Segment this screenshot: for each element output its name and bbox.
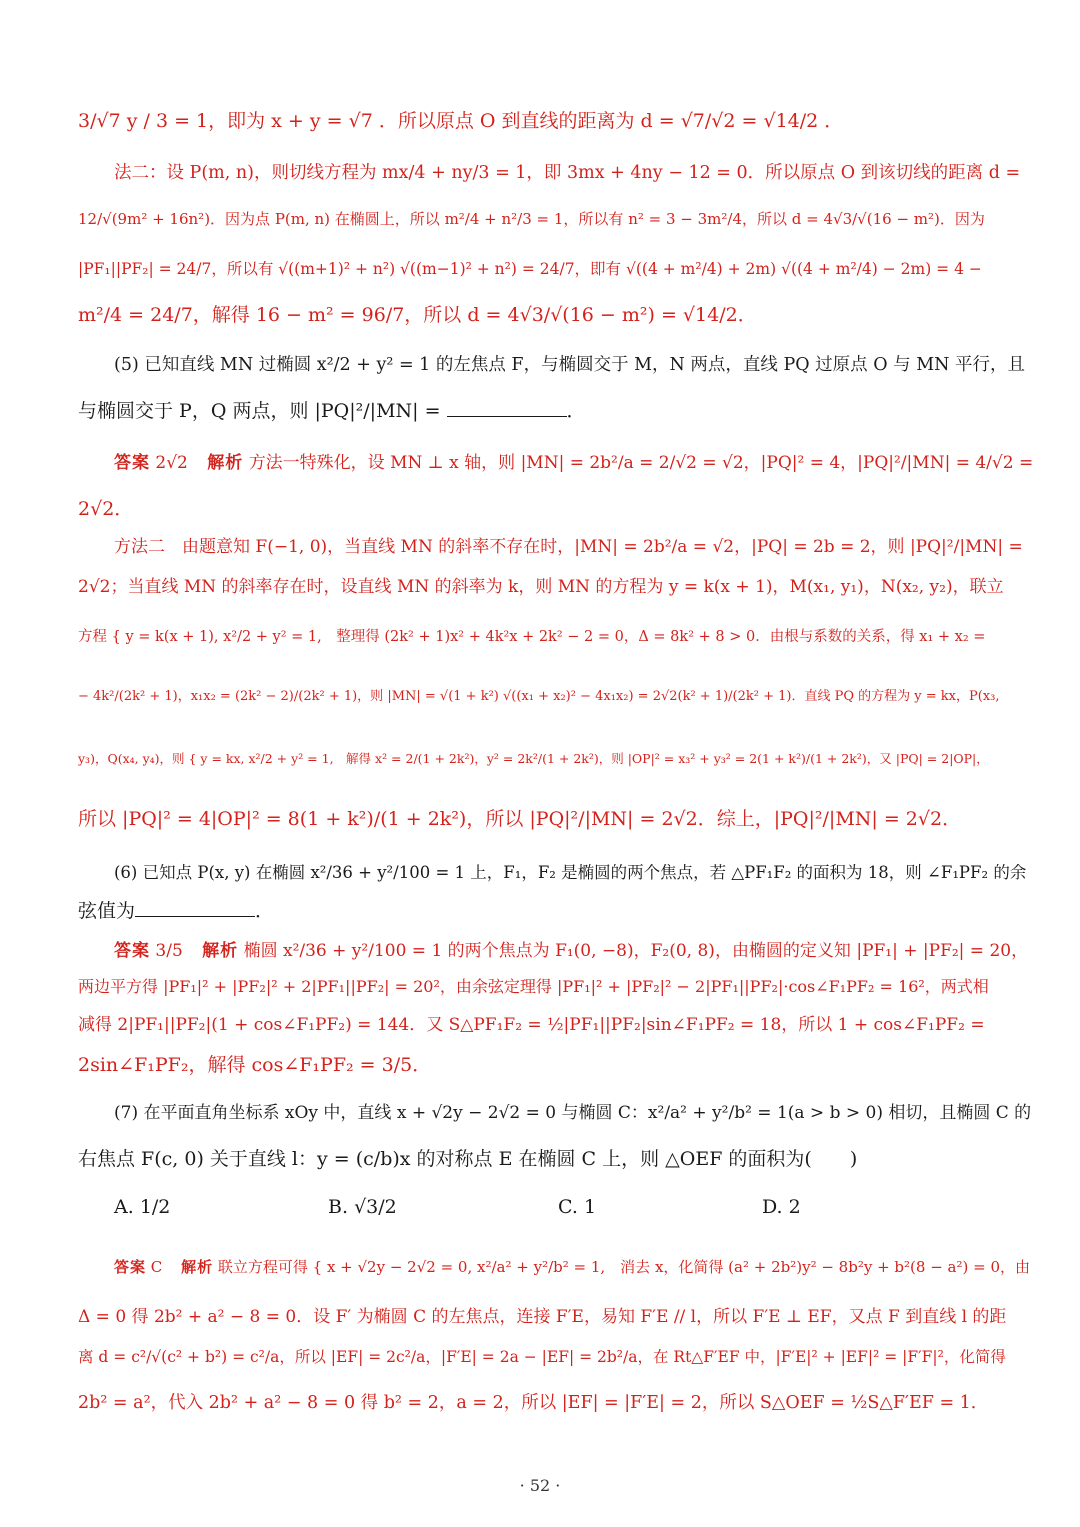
problem-6-line: 弦值为 ． bbox=[78, 896, 1006, 926]
text-line: 两边平方得 |PF₁|² + |PF₂|² + 2|PF₁||PF₂| = 20²，由余弦定理得 |PF₁|² + |PF₂|² − 2|PF₁||PF₂|·cos∠F₁PF₂ = 16²，两式相 bbox=[78, 977, 989, 996]
choice-value: 1/2 bbox=[139, 1196, 171, 1218]
answer-line bbox=[78, 448, 1042, 478]
answer-blank bbox=[135, 896, 255, 917]
text-line: 2b² = a²，代入 2b² + a² − 8 = 0 得 b² = 2，a = 2，所以 |EF| = |F′E| = 2，所以 S△OEF = ½S△F′EF = 1． bbox=[78, 1393, 989, 1413]
choice-letter: A. bbox=[114, 1196, 134, 1218]
text-line: 2sin∠F₁PF₂，解得 cos∠F₁PF₂ = 3/5． bbox=[78, 1054, 432, 1076]
problem-6-line: (6) 已知点 P(x, y) 在椭圆 x²/36 + y²/100 = 1 上，F₁，F₂ 是椭圆的两个焦点，若 △PF₁F₂ 的面积为 18，则 ∠F₁PF₂ 的余 bbox=[114, 863, 1027, 882]
answer-line bbox=[78, 936, 1042, 966]
text-line: 离 d = c²/√(c² + b²) = c²/a，所以 |EF| = 2c²/a，|F′E| = 2a − |EF| = 2b²/a，在 Rt△F′EF 中，|F′E|² + |EF|² = |F′F|²，化简得 bbox=[78, 1348, 1006, 1366]
text-line: 2√2；当直线 MN 的斜率存在时，设直线 MN 的斜率为 k，则 MN 的方程为 y = k(x + 1)，M(x₁, y₁)，N(x₂, y₂)，联立 bbox=[78, 577, 1004, 597]
answer-label: 答案 bbox=[114, 941, 150, 961]
analysis-label: 解析 bbox=[207, 453, 244, 473]
choice-letter: B. bbox=[328, 1196, 349, 1218]
text-line: 方程 { y = k(x + 1), x²/2 + y² = 1, 整理得 (2k² + 1)x² + 4k²x + 2k² − 2 = 0，Δ = 8k² + 8 > 0．由根与系数的关系，得 x₁ + x₂ = bbox=[78, 629, 986, 645]
text-line: y₃)，Q(x₄, y₄)，则 { y = kx, x²/2 + y² = 1, 解得 x² = 2/(1 + 2k²)，y² = 2k²/(1 + 2k²)，则 |OP|² = x₃² + y₃² = 2(1 + k²)/(1 + 2k²)，又 |PQ| = 2|OP|， bbox=[78, 751, 989, 766]
text-line: 所以 |PQ|² = 4|OP|² = 8(1 + k²)/(1 + 2k²)，所以 |PQ|²/|MN| = 2√2．综上，|PQ|²/|MN| = 2√2． bbox=[78, 808, 962, 830]
choice-value: √3/2 bbox=[354, 1196, 397, 1218]
answer-value: 3/5 bbox=[155, 941, 183, 961]
text-line: − 4k²/(2k² + 1)，x₁x₂ = (2k² − 2)/(2k² + 1)，则 |MN| = √(1 + k²) √((x₁ + x₂)² − 4x₁x₂) = 2√2(k² + 1)/(2k² + 1)．直线 PQ 的方程为 y = kx，P(x₃, bbox=[78, 689, 1000, 704]
choice-letter: C. bbox=[558, 1196, 578, 1218]
choice-c bbox=[558, 1192, 596, 1222]
analysis-label: 解析 bbox=[181, 1258, 214, 1276]
text-line: 方法二 由题意知 F(−1, 0)，当直线 MN 的斜率不存在时，|MN| = 2b²/a = √2，|PQ| = 2b = 2，则 |PQ|²/|MN| = bbox=[114, 537, 1023, 557]
answer-label: 答案 bbox=[114, 453, 150, 473]
problem-7-line: 右焦点 F(c, 0) 关于直线 l：y = (c/b)x 的对称点 E 在椭圆 C 上，则 △OEF 的面积为( ) bbox=[78, 1148, 858, 1170]
text-line: Δ = 0 得 2b² + a² − 8 = 0．设 F′ 为椭圆 C 的左焦点，连接 F′E，易知 F′E // l，所以 F′E ⊥ EF，又点 F 到直线 l 的距 bbox=[78, 1307, 1007, 1327]
choice-a bbox=[114, 1192, 170, 1222]
problem-5-line: 与椭圆交于 P，Q 两点，则 |PQ|²/|MN| = ． bbox=[78, 396, 1006, 426]
text-line: 2√2． bbox=[78, 498, 134, 520]
text-line: 法二：设 P(m, n)，则切线方程为 mx/4 + ny/3 = 1，即 3mx + 4ny − 12 = 0．所以原点 O 到该切线的距离 d = bbox=[114, 163, 1021, 183]
analysis-text: 联立方程可得 { x + √2y − 2√2 = 0, x²/a² + y²/b² = 1, 消去 x，化简得 (a² + 2b²)y² − 8b²y + b²(8 − a²) = 0，由 bbox=[217, 1258, 1030, 1276]
analysis-text: 方法一特殊化，设 MN ⊥ x 轴，则 |MN| = 2b²/a = 2/√2 = √2，|PQ|² = 4，|PQ|²/|MN| = 4/√2 = bbox=[248, 453, 1034, 473]
answer-value: C bbox=[150, 1258, 163, 1276]
analysis-label: 解析 bbox=[202, 941, 239, 961]
answer-blank bbox=[447, 396, 567, 417]
page-number: · 52 · bbox=[519, 1476, 561, 1495]
problem-5-line: (5) 已知直线 MN 过椭圆 x²/2 + y² = 1 的左焦点 F，与椭圆交于 M，N 两点，直线 PQ 过原点 O 与 MN 平行，且 bbox=[114, 355, 1025, 375]
problem-text: 弦值为 bbox=[78, 900, 136, 922]
choice-d bbox=[762, 1192, 801, 1222]
answer-label: 答案 bbox=[114, 1258, 147, 1276]
text-line: 减得 2|PF₁||PF₂|(1 + cos∠F₁PF₂) = 144．又 S△PF₁F₂ = ½|PF₁||PF₂|sin∠F₁PF₂ = 18，所以 1 + cos∠F₁PF₂ = bbox=[78, 1015, 985, 1035]
choice-b bbox=[328, 1192, 397, 1222]
problem-text: 与椭圆交于 P，Q 两点，则 |PQ|²/|MN| = bbox=[78, 400, 447, 422]
text-line: |PF₁||PF₂| = 24/7，所以有 √((m+1)² + n²) √((m−1)² + n²) = 24/7，即有 √((4 + m²/4) + 2m) √((4 + m²/4) − 2m) = 4 − bbox=[78, 260, 982, 278]
text-line: 12/√(9m² + 16n²)．因为点 P(m, n) 在椭圆上，所以 m²/4 + n²/3 = 1，所以有 n² = 3 − 3m²/4，所以 d = 4√3/√(16 − m²)．因为 bbox=[78, 210, 985, 228]
choice-value: 2 bbox=[788, 1196, 801, 1218]
text-line: 3/√7 y / 3 = 1，即为 x + y = √7 ．所以原点 O 到直线的距离为 d = √7/√2 = √14/2 ． bbox=[78, 110, 844, 132]
choice-letter: D. bbox=[762, 1196, 783, 1218]
choice-value: 1 bbox=[583, 1196, 597, 1218]
text-line: m²/4 = 24/7，解得 16 − m² = 96/7，所以 d = 4√3/√(16 − m²) = √14/2． bbox=[78, 304, 757, 326]
answer-value: 2√2 bbox=[155, 453, 188, 473]
answer-line bbox=[78, 1252, 1042, 1282]
analysis-text: 椭圆 x²/36 + y²/100 = 1 的两个焦点为 F₁(0, −8)，F₂(0, 8)，由椭圆的定义知 |PF₁| + |PF₂| = 20， bbox=[243, 941, 1029, 961]
problem-7-line: (7) 在平面直角坐标系 xOy 中，直线 x + √2y − 2√2 = 0 与椭圆 C：x²/a² + y²/b² = 1(a > b > 0) 相切，且椭圆 C 的 bbox=[114, 1103, 1032, 1123]
